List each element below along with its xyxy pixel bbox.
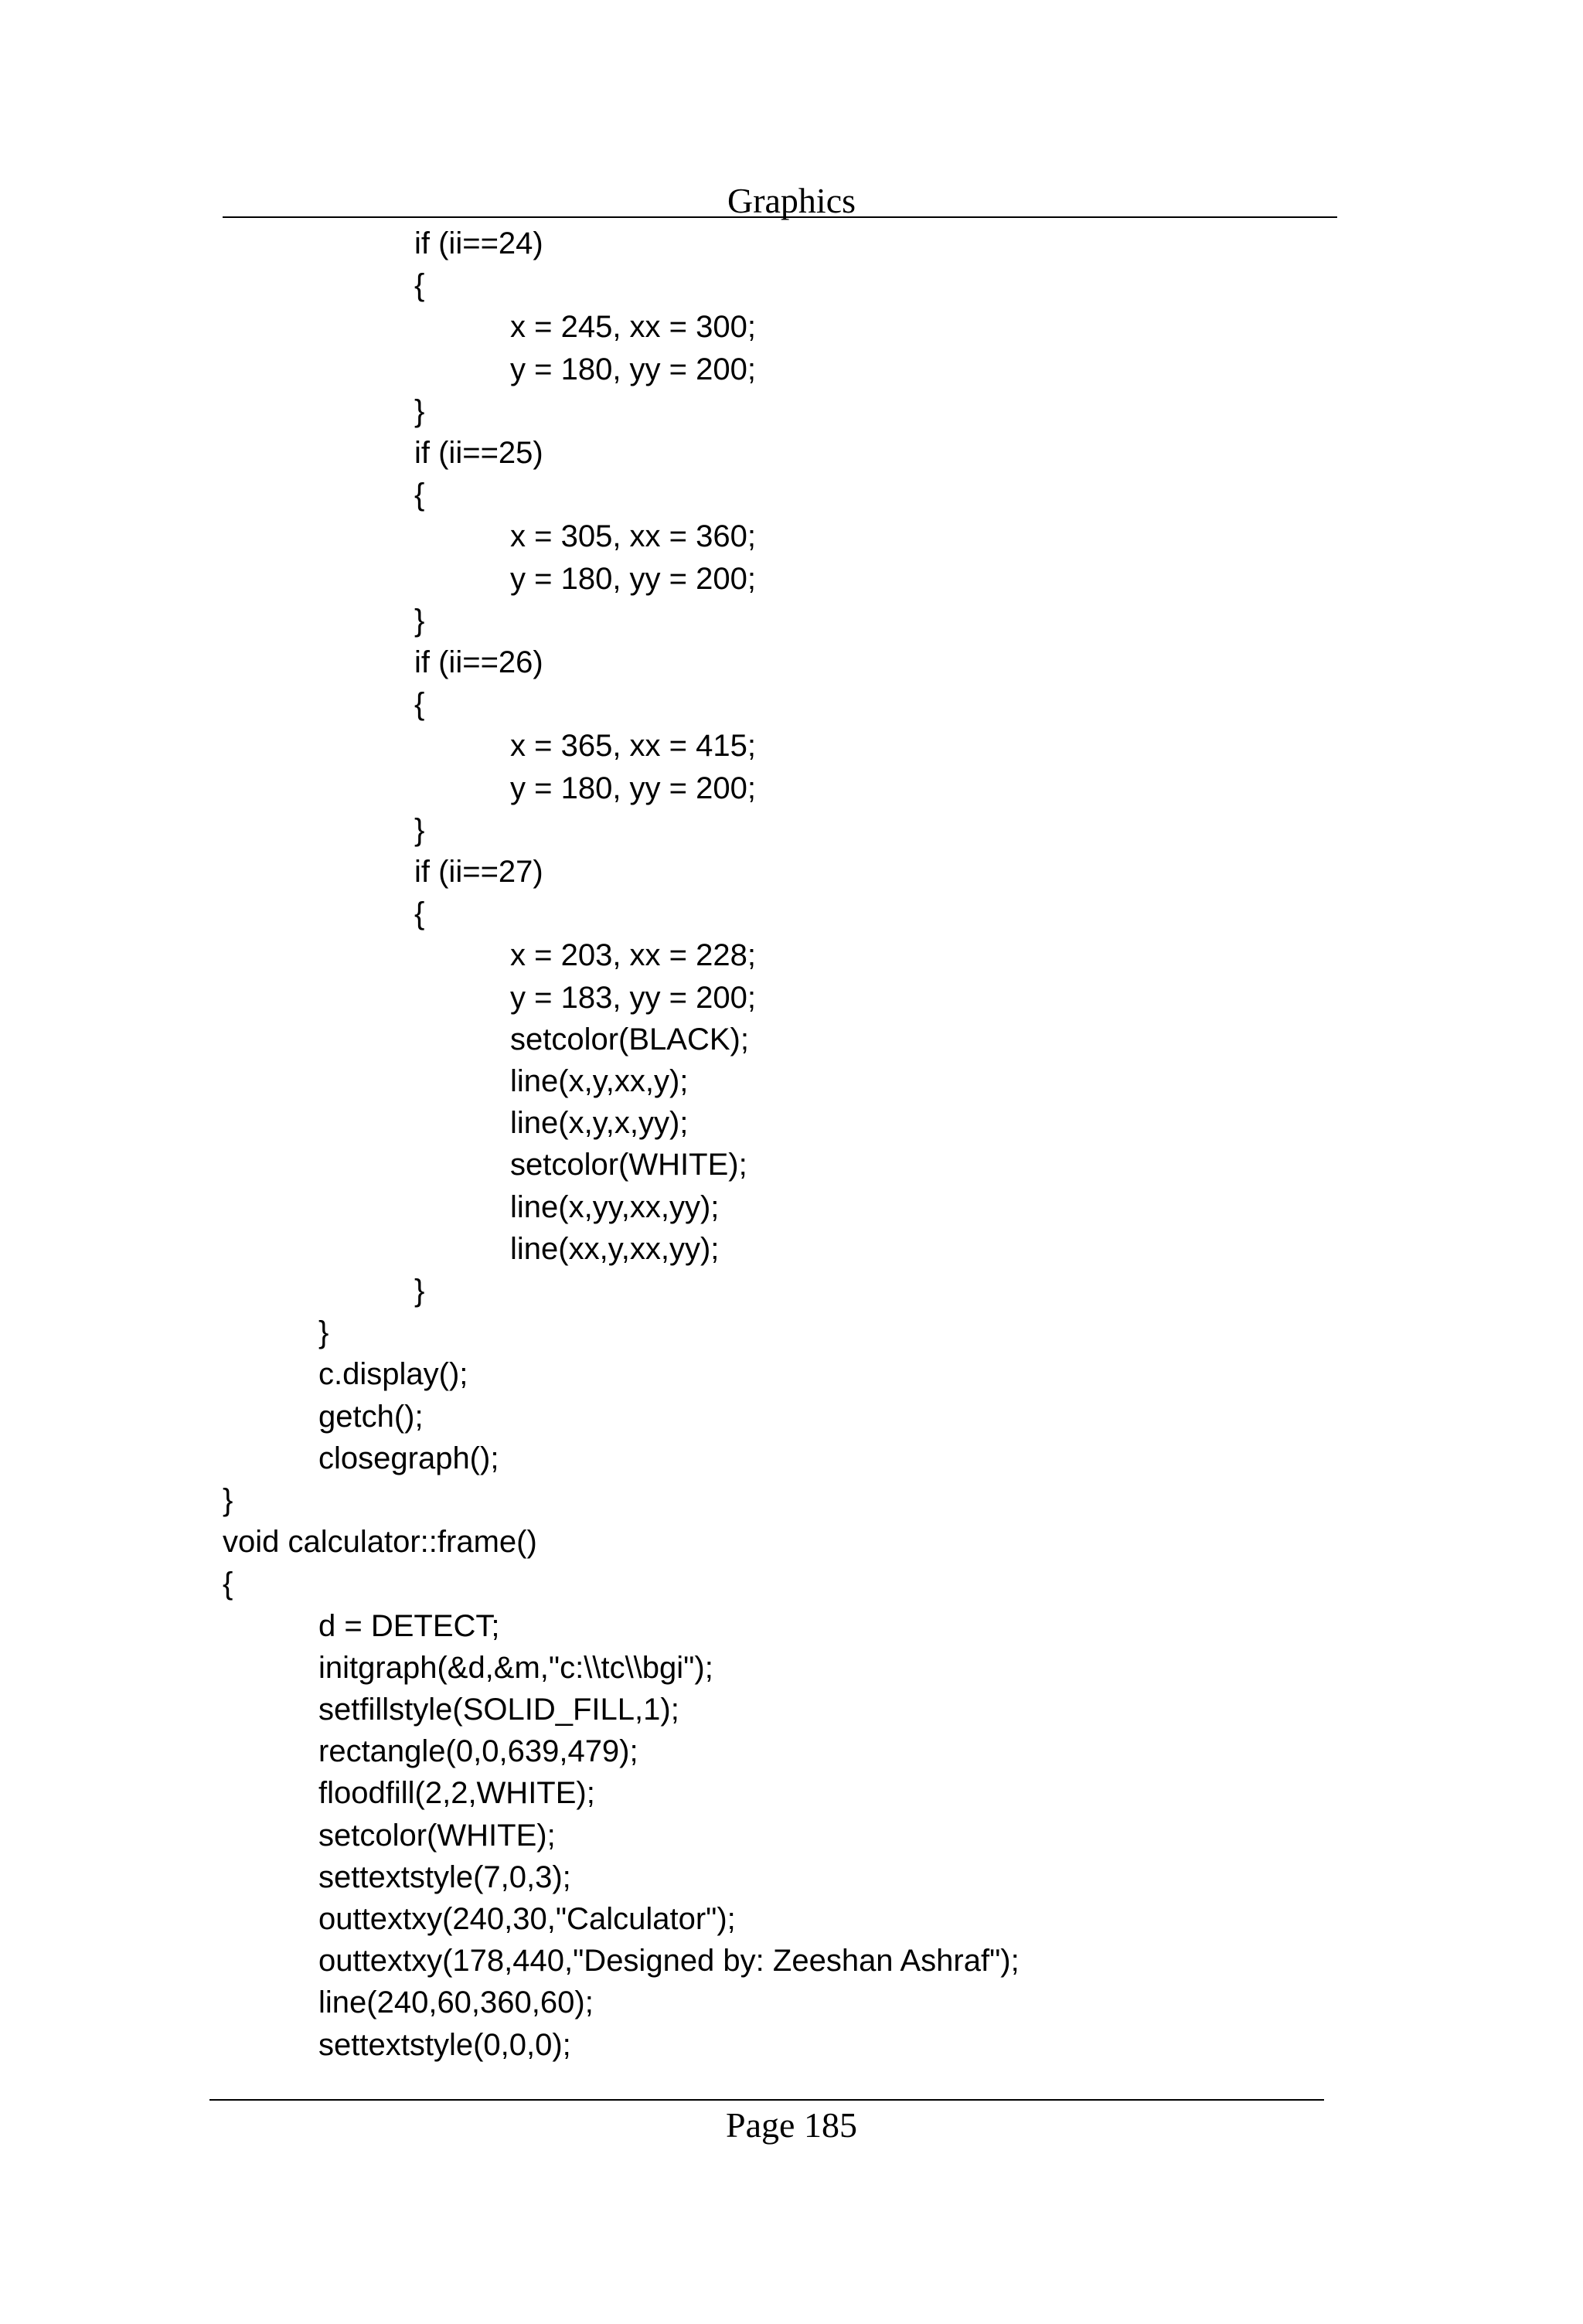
code-line: setcolor(WHITE); [510, 1148, 747, 1182]
page-header-title: Graphics [727, 181, 856, 220]
code-line: if (ii==26) [414, 645, 543, 679]
code-line: floodfill(2,2,WHITE); [318, 1776, 595, 1811]
code-line: settextstyle(7,0,3); [318, 1860, 571, 1894]
code-line: x = 203, xx = 228; [510, 938, 756, 973]
code-line: if (ii==27) [414, 855, 543, 889]
code-line: { [414, 897, 425, 931]
code-line: getch(); [318, 1399, 424, 1434]
code-line: } [414, 812, 425, 847]
code-line: y = 183, yy = 200; [510, 980, 756, 1015]
code-line: y = 180, yy = 200; [510, 561, 756, 596]
code-line: initgraph(&d,&m,"c:\\tc\\bgi"); [318, 1650, 713, 1685]
code-line: setcolor(WHITE); [318, 1818, 556, 1853]
code-line: line(x,y,x,yy); [510, 1106, 689, 1141]
code-line: setfillstyle(SOLID_FILL,1); [318, 1693, 679, 1727]
code-line: { [414, 478, 425, 512]
code-line: line(x,yy,xx,yy); [510, 1189, 720, 1224]
code-line: y = 180, yy = 200; [510, 771, 756, 805]
code-line: line(240,60,360,60); [318, 1985, 594, 2020]
code-line: settextstyle(0,0,0); [318, 2027, 571, 2062]
code-line: } [318, 1315, 329, 1350]
code-line: } [414, 393, 425, 428]
code-line: } [223, 1483, 233, 1517]
header-divider [223, 216, 1337, 218]
code-line: { [414, 268, 425, 303]
code-line: x = 245, xx = 300; [510, 310, 756, 345]
code-line: x = 365, xx = 415; [510, 729, 756, 764]
code-line: if (ii==24) [414, 226, 543, 260]
code-line: { [223, 1567, 233, 1601]
code-line: c.display(); [318, 1357, 468, 1392]
code-line: } [414, 603, 425, 638]
code-line: outtextxy(178,440,"Designed by: Zeeshan Ashraf"); [318, 1944, 1020, 1979]
code-line: rectangle(0,0,639,479); [318, 1734, 638, 1769]
page-number: Page 185 [726, 2105, 857, 2145]
footer-divider [209, 2099, 1324, 2101]
code-line: y = 180, yy = 200; [510, 352, 756, 386]
code-line: x = 305, xx = 360; [510, 519, 756, 554]
code-line: } [414, 1274, 425, 1308]
code-line: { [414, 687, 425, 722]
code-line: if (ii==25) [414, 436, 543, 470]
code-line: outtextxy(240,30,"Calculator"); [318, 1902, 736, 1936]
code-line: d = DETECT; [318, 1608, 500, 1643]
code-line: setcolor(BLACK); [510, 1022, 749, 1057]
code-line: void calculator::frame() [223, 1525, 537, 1560]
code-line: closegraph(); [318, 1441, 499, 1475]
code-line: line(x,y,xx,y); [510, 1064, 689, 1098]
code-line: line(xx,y,xx,yy); [510, 1231, 720, 1266]
